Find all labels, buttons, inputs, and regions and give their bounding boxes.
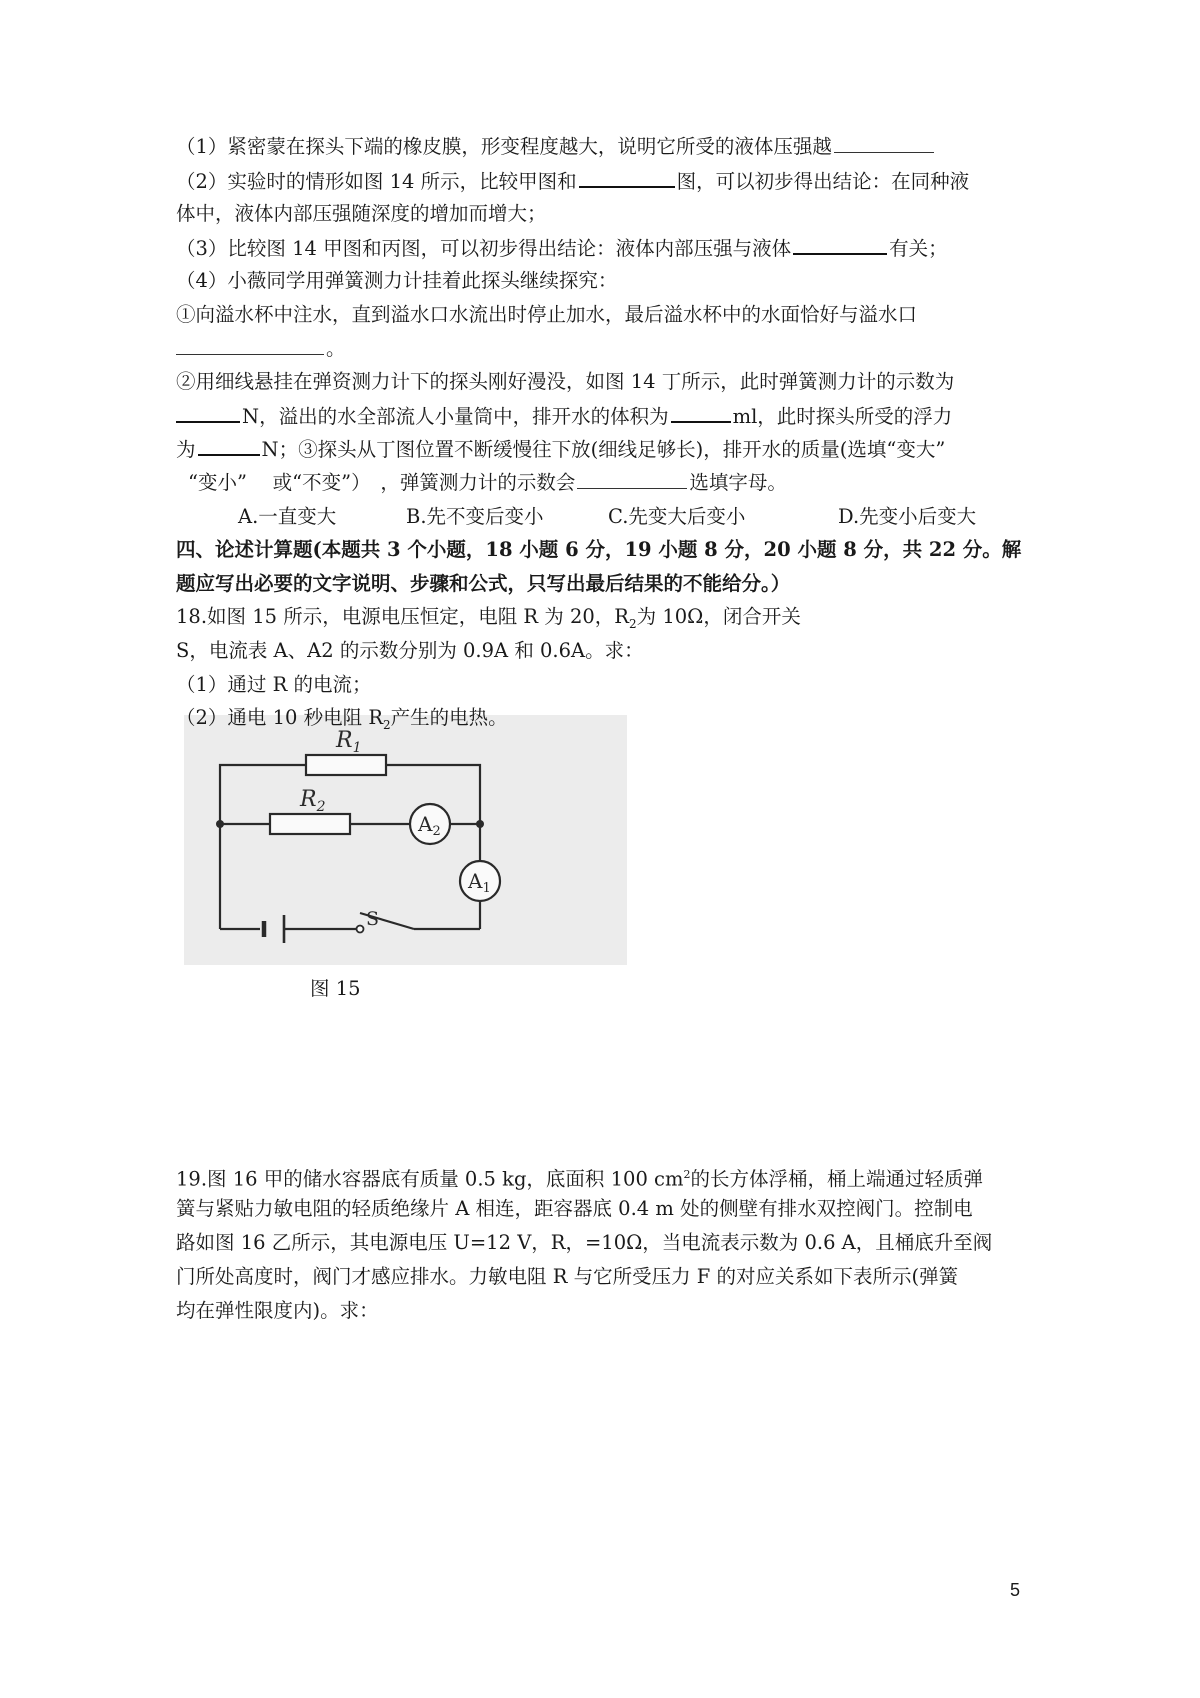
section-heading: 四、论述计算题(本题共 3 个小题，18 小题 6 分，19 小题 8 分，20 小题 8 分，共 22 分。解	[176, 538, 1022, 562]
q19-stem-3: 路如图 16 乙所示，其电源电压 U=12 V，R，=10Ω，当电流表示数为 0.6 A，且桶底升至阀	[176, 1231, 993, 1254]
figure-15-circuit	[184, 715, 627, 965]
q17-step1-blank-line: 。	[176, 334, 346, 364]
q17-step2-cont: N，溢出的水全部流人小量筒中，排开水的体积为 ml，此时探头所受的浮力	[176, 401, 952, 432]
q18-stem: 18.如图 15 所示，电源电压恒定，电阻 R 为 20，$R_2$为 10Ω，闭合开关	[176, 605, 801, 632]
label-r1: $R_1$	[336, 728, 362, 756]
resistor-r1	[306, 755, 386, 775]
label-a1: $A_1$	[468, 869, 491, 896]
label-a2: $A_2$	[418, 812, 441, 839]
answer-blank[interactable]	[834, 132, 934, 153]
q19-stem-2: 簧与紧贴力敏电阻的轻质绝缘片 A 相连，距容器底 0.4 m 处的侧壁有排水双控阀门。控制电	[176, 1197, 973, 1220]
q17-part1: （1）紧密蒙在探头下端的橡皮膜，形变程度越大，说明它所受的液体压强越	[176, 132, 936, 162]
circuit-diagram	[184, 715, 627, 965]
q18-stem-cont: S，电流表 A、A2 的示数分别为 0.9A 和 0.6A。求：	[176, 639, 644, 662]
q19-stem-5: 均在弹性限度内)。求：	[176, 1299, 379, 1322]
answer-blank[interactable]	[579, 166, 675, 188]
label-s: S	[366, 908, 380, 930]
junction-left	[216, 820, 224, 828]
junction-right	[476, 820, 484, 828]
answer-blank[interactable]	[577, 468, 687, 489]
q17-options	[238, 502, 976, 532]
answer-blank[interactable]	[198, 434, 260, 456]
option-c[interactable]: C.先变大后变小	[608, 504, 746, 528]
q17-part2: （2）实验时的情形如图 14 所示，比较甲图和 图，可以初步得出结论：在同种液	[176, 166, 969, 197]
answer-blank[interactable]	[671, 401, 731, 423]
q17-part2-cont: 体中，液体内部压强随深度的增加而增大；	[176, 202, 547, 226]
label-r2: $R_2$	[300, 787, 326, 815]
switch-contact	[357, 926, 364, 933]
option-b[interactable]: B.先不变后变小	[406, 504, 544, 528]
option-a[interactable]: A.一直变大	[238, 504, 337, 528]
answer-blank[interactable]	[176, 334, 324, 355]
resistor-r2	[270, 814, 350, 834]
q17-part4: （4）小薇同学用弹簧测力计挂着此探头继续探究：	[176, 269, 618, 293]
q19-stem-4: 门所处高度时，阀门才感应排水。力敏电阻 R 与它所受压力 F 的对应关系如下表所示(弹簧	[176, 1265, 959, 1288]
option-d[interactable]: D.先变小后变大	[838, 504, 977, 528]
q18-part1: （1）通过 R 的电流；	[176, 672, 372, 696]
q19-stem: 19.图 16 甲的储水容器底有质量 0.5 kg，底面积 100 $cm^2$的长方体浮桶，桶上端通过轻质弹	[176, 1167, 983, 1191]
figure-15-caption: 图 15	[310, 977, 361, 1000]
section-heading-cont: 题应写出必要的文字说明、步骤和公式，只写出最后结果的不能给分。）	[176, 571, 791, 595]
q17-step2: ②用细线悬挂在弹资测力计下的探头刚好漫没，如图 14 丁所示，此时弹簧测力计的示数为	[176, 370, 955, 394]
answer-blank[interactable]	[176, 401, 240, 423]
q17-step3-cont: “变小” 或“不变”） ，弹簧测力计的示数会 选填字母。	[188, 468, 787, 498]
q17-part3: （3）比较图 14 甲图和丙图，可以初步得出结论：液体内部压强与液体 有关；	[176, 233, 948, 264]
page-number: 5	[1010, 1580, 1021, 1600]
q17-step1: ①向溢水杯中注水，直到溢水口水流出时停止加水，最后溢水杯中的水面恰好与溢水口	[176, 303, 918, 326]
answer-blank[interactable]	[793, 233, 887, 255]
q18-part2: （2）通电 10 秒电阻 $R_2$产生的电热。	[176, 706, 508, 733]
q17-step3: 为 N；③探头从丁图位置不断缓慢往下放(细线足够长)，排开水的质量(选填“变大”	[176, 434, 945, 465]
